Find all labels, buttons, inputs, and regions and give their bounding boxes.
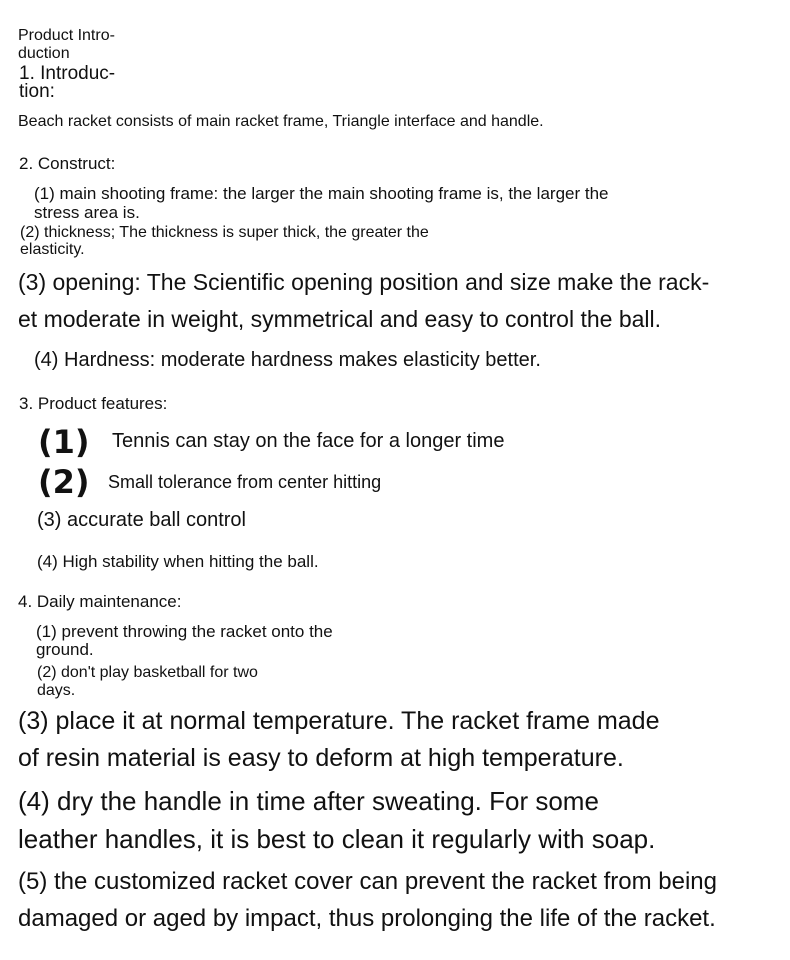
section2-item1-line2: stress area is. (34, 203, 140, 222)
maintenance4-line1: (4) dry the handle in time after sweating. For some (18, 786, 599, 816)
maintenance2-line2: days. (37, 682, 76, 699)
maintenance1-line2: ground. (36, 640, 94, 659)
feature2-text: Small tolerance from center hitting (108, 472, 382, 492)
section2-item2-line1: (2) thickness; The thickness is super thick, the greater the (20, 224, 429, 241)
section2-heading: 2. Construct: (19, 154, 116, 173)
feature1-text: Tennis can stay on the face for a longer time (112, 430, 505, 452)
section1-heading-line1: 1. Introduc- (19, 63, 116, 84)
section2-item2-line2: elasticity. (20, 241, 85, 258)
section1-heading-line2: tion: (19, 81, 55, 102)
maintenance4-line2: leather handles, it is best to clean it regularly with soap. (18, 824, 656, 854)
section2-item4: (4) Hardness: moderate hardness makes elasticity better. (34, 349, 541, 371)
section2-item3-line2: et moderate in weight, symmetrical and easy to control the ball. (18, 306, 662, 332)
section1-body: Beach racket consists of main racket frame, Triangle interface and handle. (18, 113, 544, 130)
maintenance3-line1: (3) place it at normal temperature. The racket frame made (18, 707, 660, 735)
section2-item1-line1: (1) main shooting frame: the larger the main shooting frame is, the larger the (34, 184, 609, 203)
section4-heading: 4. Daily maintenance: (18, 592, 182, 611)
feature3: (3) accurate ball control (37, 509, 246, 531)
maintenance2-line1: (2) don't play basketball for two (37, 664, 258, 681)
feature2-number: (2) (38, 463, 90, 501)
maintenance1-line1: (1) prevent throwing the racket onto the (36, 622, 333, 641)
maintenance5-line2: damaged or aged by impact, thus prolonging the life of the racket. (18, 905, 716, 932)
maintenance3-line2: of resin material is easy to deform at high temperature. (18, 744, 624, 772)
feature4: (4) High stability when hitting the ball. (37, 552, 319, 571)
feature1-number: (1) (38, 423, 90, 461)
maintenance5-line1: (5) the customized racket cover can prevent the racket from being (18, 868, 717, 895)
page-title-line2: duction (18, 45, 70, 62)
section2-item3-line1: (3) opening: The Scientific opening position and size make the rack- (18, 269, 710, 295)
section3-heading: 3. Product features: (19, 394, 168, 413)
page-title-line1: Product Intro- (18, 27, 115, 44)
